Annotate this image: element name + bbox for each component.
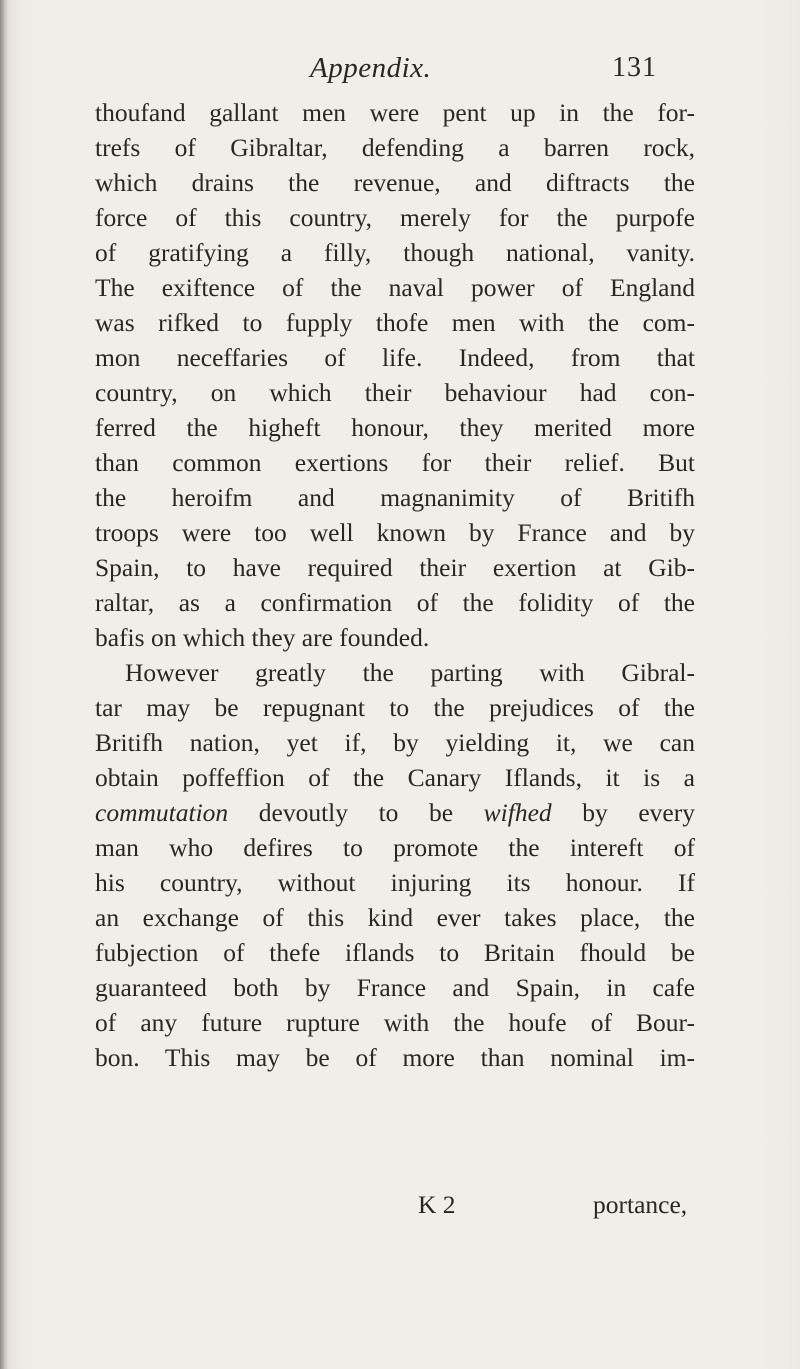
text-line: troops were too well known by France and by [95, 518, 695, 547]
text-line: guaranteed both by France and Spain, in cafe [95, 973, 695, 1002]
text-line: bon. This may be of more than nominal im- [95, 1043, 695, 1072]
text-line: mon neceffaries of life. Indeed, from that [95, 343, 695, 372]
text-line: of any future rupture with the houfe of Bour- [95, 1008, 695, 1037]
text-fragment: devoutly to be [228, 798, 484, 827]
text-line: country, on which their behaviour had con- [95, 378, 695, 407]
running-title: Appendix. [310, 52, 432, 84]
italic-word: commutation [95, 798, 229, 827]
signature-mark: K 2 [418, 1190, 456, 1219]
text-line: trefs of Gibraltar, defending a barren rock, [95, 133, 695, 162]
text-line: raltar, as a confirmation of the folidity of the [95, 588, 695, 617]
text-line: was rifked to fupply thofe men with the com- [95, 308, 695, 337]
catchword: portance, [593, 1190, 688, 1219]
text-line-italic-phrase [95, 795, 695, 830]
text-line: fubjection of thefe iflands to Britain fhould be [95, 938, 695, 967]
italic-word: wifhed [483, 798, 552, 827]
text-line: ferred the higheft honour, they merited more [95, 413, 695, 442]
text-line: man who defires to promote the intereft of [95, 833, 695, 862]
text-line: obtain poffeffion of the Canary Iflands, it is a [95, 763, 695, 792]
page-number: 131 [612, 52, 657, 83]
text-line: of gratifying a filly, though national, vanity. [95, 238, 695, 267]
text-fragment: by every [551, 798, 695, 827]
text-line: his country, without injuring its honour. If [95, 868, 695, 897]
text-line: tar may be repugnant to the prejudices of the [95, 693, 695, 722]
text-line: than common exertions for their relief. But [95, 448, 695, 477]
binding-gutter [0, 0, 8, 1369]
body-text [95, 95, 695, 1075]
text-line: which drains the revenue, and diftracts the [95, 168, 695, 197]
page-footer [0, 1190, 800, 1226]
text-line: Britifh nation, yet if, by yielding it, we can [95, 728, 695, 757]
text-line: force of this country, merely for the purpofe [95, 203, 695, 232]
text-line: Spain, to have required their exertion at Gib- [95, 553, 695, 582]
text-line: the heroifm and magnanimity of Britifh [95, 483, 695, 512]
text-line: The exiftence of the naval power of England [95, 273, 695, 302]
paragraph-start-line: However greatly the parting with Gibral- [125, 658, 695, 687]
text-line: an exchange of this kind ever takes place, the [95, 903, 695, 932]
page-header [0, 52, 800, 88]
text-line: thoufand gallant men were pent up in the for- [95, 98, 695, 127]
paragraph-end-line: bafis on which they are founded. [95, 623, 430, 652]
